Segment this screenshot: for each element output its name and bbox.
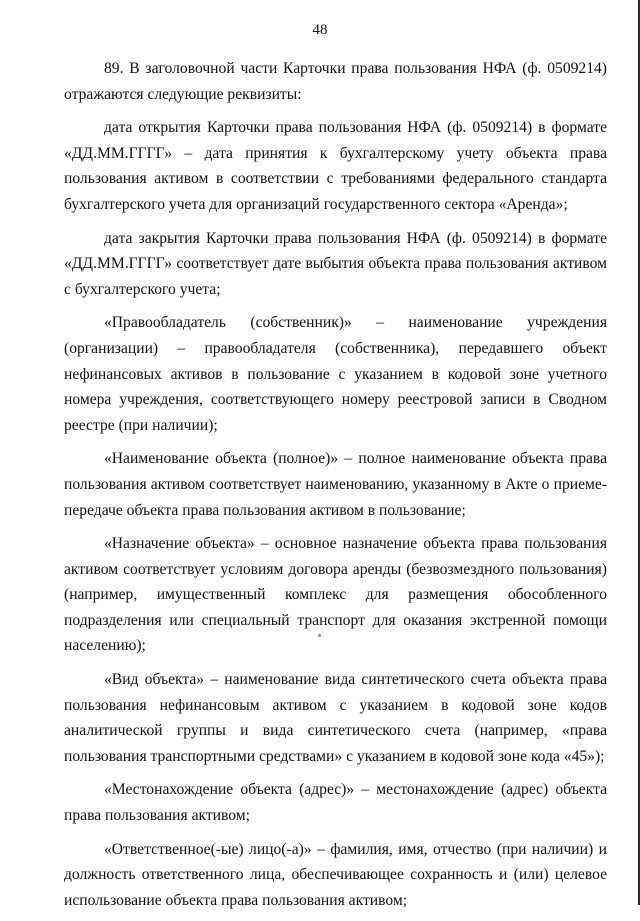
document-body	[64, 56, 607, 921]
paragraph-object-name: «Наименование объекта (полное)» – полное наименование объекта права пользования активом соответствует наименованию, указанному в Акте о приеме-передаче объекта права пользования активом в пользование;	[64, 450, 607, 519]
paragraph-close-date: дата закрытия Карточки права пользования НФА (ф. 0509214) в формате «ДД.ММ.ГГГГ» соответствует дате выбытия объекта права пользования активом с бухгалтерского учета;	[64, 229, 607, 298]
paragraph-rightholder: «Правообладатель (собственник)» – наименование учреждения (организации) – правообладателя (собственника), передавшего объект нефинансовых активов в пользование с указанием в кодовой зоне учетного номера учреждения, соответствующего номеру реестровой записи в Сводном реестре (при наличии);	[64, 314, 607, 434]
page-number: 48	[312, 22, 328, 38]
scan-speck	[318, 634, 321, 637]
paragraph-89-intro: 89. В заголовочной части Карточки права пользования НФА (ф. 0509214) отражаются следующие реквизиты:	[64, 60, 607, 103]
paragraph-object-purpose: «Назначение объекта» – основное назначение объекта права пользования активом соответствует условиям договора аренды (безвозмездного пользования) (например, имущественный комплекс для размещения обособленного подразделения или специальный транспорт для оказания экстренной помощи населению);	[64, 535, 607, 655]
paragraph-object-type: «Вид объекта» – наименование вида синтетического счета объекта права пользования нефинансовым активом с указанием в кодовой зоне кодов аналитической группы и вида синтетического счета (например, «права пользования транспортными средствами» с указанием в кодовой зоне кода «45»);	[64, 671, 607, 765]
paragraph-open-date: дата открытия Карточки права пользования НФА (ф. 0509214) в формате «ДД.ММ.ГГГГ» – дата принятия к бухгалтерскому учету объекта права пользования активом в соответствии с требованиями федерального стандарта бухгалтерского учета для организаций государственного сектора «Аренда»;	[64, 119, 607, 213]
paragraph-object-location: «Местонахождение объекта (адрес)» – местонахождение (адрес) объекта права пользования активом;	[64, 781, 607, 825]
paragraph-responsible-person: «Ответственное(-ые) лицо(-а)» – фамилия, имя, отчество (при наличии) и должность ответственного лица, обеспечивающее сохранность и (или) целевое использование объекта права пользования активом;	[64, 840, 607, 909]
